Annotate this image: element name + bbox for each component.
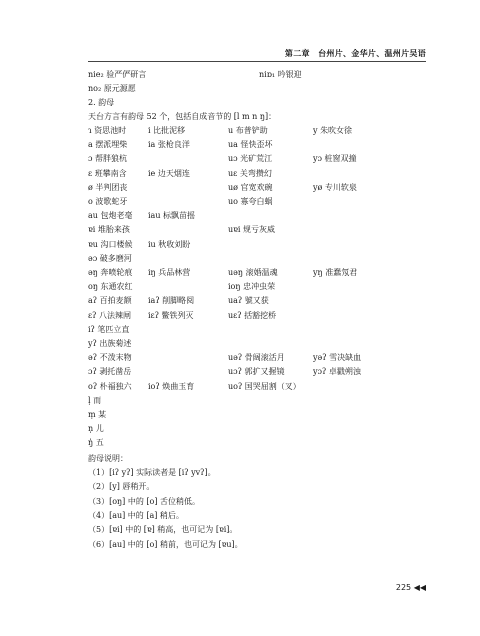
final-entry: au 包炮老毫 — [88, 211, 133, 221]
final-entry: m̩ 某 — [88, 410, 107, 419]
page-number: 225 ◀◀ — [395, 583, 426, 592]
final-entry: uɐi 规亏灰威 — [228, 225, 276, 235]
final-entry: ɐi 堆胎来孩 — [88, 225, 130, 235]
final-entry: uəŋ 滚婚温魂 — [228, 268, 278, 277]
final-entry: uaʔ 號又获 — [228, 296, 269, 306]
final-entry: ioʔ 焕曲玉育 — [148, 381, 195, 391]
top-line-2a: no₂ 原元源愿 — [88, 84, 136, 93]
final-entry: ŋ̍ 五 — [88, 438, 104, 448]
chapter-header: 第二章 台州片、金华片、温州片吴语 — [284, 49, 426, 58]
final-entry: yŋ 准蠢氖君 — [313, 268, 358, 277]
final-entry: y 朱吹女徐 — [313, 126, 353, 135]
final-entry: ua 怪快歪坏 — [228, 140, 273, 150]
final-entry: ɿ 资思池时 — [88, 126, 127, 135]
final-entry: iau 标飘苗摇 — [148, 211, 196, 221]
final-entry: oŋ 东通农红 — [88, 282, 133, 292]
final-entry: əʔ 不泼末物 — [88, 353, 132, 363]
final-entry: i 比批泥移 — [148, 126, 186, 135]
header-rule — [88, 61, 426, 62]
final-entry: uɛ 关弯攒幻 — [228, 168, 272, 178]
final-entry: ioŋ 忠冲虫荣 — [228, 282, 276, 292]
notes-title: 韵母说明： — [88, 454, 128, 463]
final-entry: o 波歌蛇牙 — [88, 197, 128, 206]
final-entry: oʔ 朴福独六 — [88, 381, 132, 391]
final-entry: ɛ 班攀南含 — [88, 168, 127, 178]
final-entry: ɔʔ 剥托凿岳 — [88, 367, 132, 377]
note-2: （2）[y] 唇稍开。 — [88, 482, 155, 491]
final-entry: iŋ 兵品林营 — [148, 268, 191, 277]
note-5: （5）[ɐi] 中的 [ɐ] 稍高，也可记为 [ɐi]。 — [88, 525, 238, 534]
final-entry: uɛʔ 括豁挖桥 — [228, 310, 277, 320]
final-entry: aʔ 百拍麦额 — [88, 296, 132, 306]
section-title: 2. 韵母 — [88, 98, 115, 107]
final-entry: yɔʔ 卓戳朔浊 — [313, 367, 361, 377]
top-line-1b: niɒ₁ 吟银迎 — [259, 70, 302, 79]
final-entry: ia 张枪良洋 — [148, 140, 190, 150]
final-entry: uɔ 光矿荒江 — [228, 154, 273, 164]
final-entry: əŋ 奔喷轮痕 — [88, 268, 133, 277]
final-entry: uɔʔ 郭扩又握镜 — [228, 367, 285, 377]
final-entry: uəʔ 骨阔滚活月 — [228, 353, 285, 363]
final-entry: iaʔ 削脚略阅 — [148, 296, 195, 306]
note-3: （3）[oŋ] 中的 [o] 舌位稍低。 — [88, 497, 200, 506]
final-entry: iɛʔ 鳖铁列灭 — [148, 310, 194, 320]
final-entry: yʔ 出族菊述 — [88, 339, 132, 348]
note-1: （1）[iʔ yʔ] 实际读者是 [iʔ yvʔ]。 — [88, 468, 216, 477]
final-entry: yø 专川软泉 — [313, 182, 357, 192]
final-entry: əɔ 破多磨河 — [88, 253, 132, 263]
final-entry: l̩ 而 — [88, 395, 102, 405]
final-entry: uo 寡夸白蜗 — [228, 197, 273, 206]
final-entry: ɔ 帮胖狼杭 — [88, 154, 128, 164]
final-entry: yɔ 桩窗双撞 — [313, 154, 357, 164]
note-4: （4）[au] 中的 [a] 稍后。 — [88, 511, 184, 520]
note-6: （6）[au] 中的 [o] 稍前，也可记为 [ɐu]。 — [88, 540, 243, 549]
final-entry: ø 半判团丧 — [88, 182, 128, 192]
final-entry: iu 秋收刘盼 — [148, 239, 191, 249]
intro-text: 天台方言有韵母 52 个，包括自成音节的 [l m n ŋ]： — [88, 112, 277, 121]
final-entry: iʔ 笔匹立直 — [88, 324, 130, 334]
final-entry: ie 边天烟连 — [148, 168, 190, 178]
final-entry: ɛʔ 八法辣闸 — [88, 310, 131, 320]
top-line-1a: nie₂ 验严俨研言 — [88, 70, 147, 79]
final-entry: u 布普铲助 — [228, 126, 268, 135]
final-entry: uø 官宽欢碗 — [228, 182, 273, 192]
final-entry: uoʔ 国哭屈割（叉） — [228, 381, 301, 391]
final-entry: ɐu 沟口楼候 — [88, 239, 133, 249]
final-entry: n̩ 儿 — [88, 424, 104, 434]
final-entry: yəʔ 雪决缺血 — [313, 353, 362, 363]
final-entry: a 摆派埋柴 — [88, 140, 128, 150]
